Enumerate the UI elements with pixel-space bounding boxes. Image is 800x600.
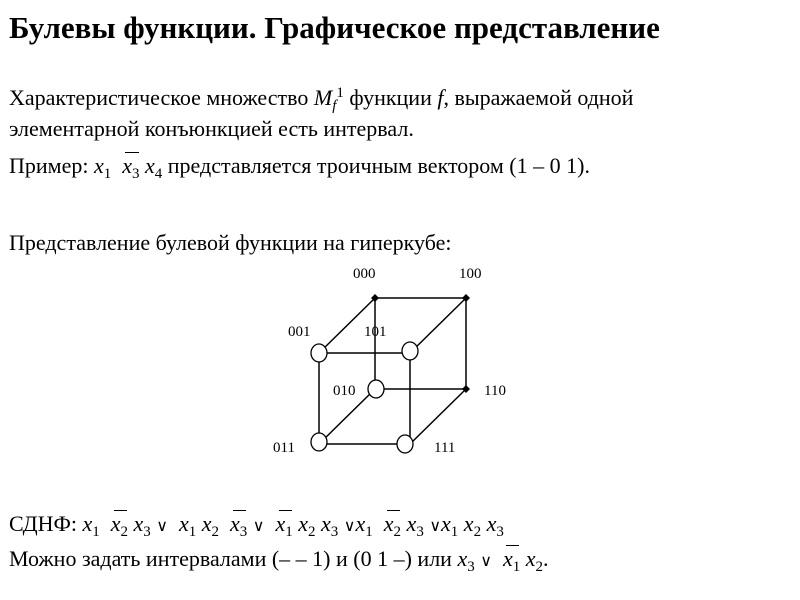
label-111: 111 [434, 440, 456, 456]
slide-title: Булевы функции. Графическое представление [9, 10, 660, 45]
label-011: 011 [273, 440, 295, 456]
label-000: 000 [353, 266, 376, 282]
intervals-line: Можно задать интервалами (– – 1) и (0 1 –) или $x_3$ ∨ $x_1$ $x_2$. [9, 546, 549, 575]
hypercube-heading: Представление булевой функции на гиперкубе: [9, 230, 452, 255]
label-010: 010 [333, 383, 356, 399]
label-100: 100 [459, 266, 482, 282]
label-001: 001 [288, 324, 311, 340]
example-line: Пример: $x_1$ $x_3$ $x_4$ представляется троичным вектором (1 – 0 1). [9, 153, 590, 182]
vertex-010-marker [368, 380, 384, 398]
vertex-111-marker [397, 435, 413, 453]
definition-line-2: элементарной конъюнкцией есть интервал. [9, 116, 414, 141]
sdnf-formula: СДНФ: $x_1$ $x_2$ $x_3$ ∨ $x_1$ $x_2$ $x_3$ ∨ $x_1$ $x_2$ $x_3$ $\vee x_1$ $x_2$ $x_3$ $\vee x_1$ $x_2$ $x_3$ [9, 511, 504, 540]
label-101: 101 [364, 324, 387, 340]
vertex-101-marker [402, 342, 418, 360]
label-110: 110 [484, 383, 506, 399]
vertex-001-marker [311, 344, 327, 362]
cube-edges [319, 298, 466, 444]
vertex-011-marker [311, 433, 327, 451]
definition-line-1: Характеристическое множество $M_f^1$ функции f, выражаемой одной [9, 85, 634, 114]
